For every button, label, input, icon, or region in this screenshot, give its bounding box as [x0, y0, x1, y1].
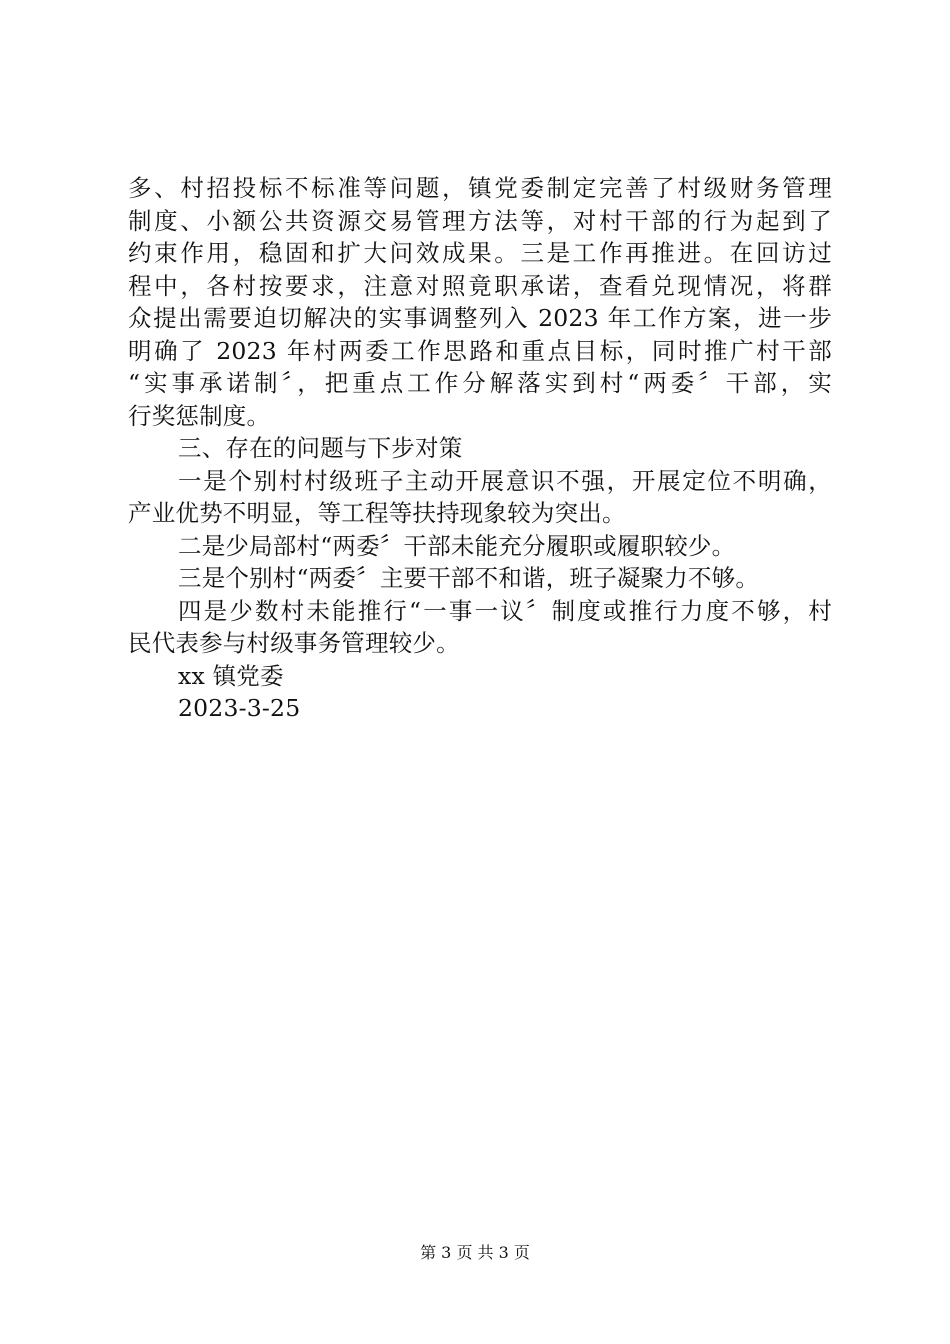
paragraph-line: 程中，各村按要求，注意对照竟职承诺，查看兑现情况，将群	[128, 271, 832, 300]
list-item-line: 三是个别村“两委〞主要干部不和谐，班子凝聚力不够。	[178, 564, 760, 592]
section-heading: 三、存在的问题与下步对策	[178, 434, 463, 462]
document-date: 2023-3-25	[178, 694, 301, 722]
list-item-line: 民代表参与村级事务管理较少。	[128, 629, 460, 657]
list-item-line: 四是少数村未能推行“一事一议〞制度或推行力度不够，村	[178, 596, 832, 625]
list-item-line: 二是少局部村“两委〞干部未能充分履职或履职较少。	[178, 531, 736, 560]
paragraph-line: 行奖惩制度。	[128, 401, 271, 430]
page-footer: 第 3 页 共 3 页	[420, 1243, 530, 1262]
paragraph-line: 制度、小额公共资源交易管理方法等，对村干部的行为起到了	[128, 206, 832, 235]
paragraph-line: 多、村招投标不标准等问题，镇党委制定完善了村级财务管理	[128, 174, 832, 202]
paragraph-line: 约束作用，稳固和扩大问效成果。三是工作再推进。在回访过	[128, 239, 832, 267]
document-body	[128, 172, 832, 725]
list-item-line: 产业优势不明显，等工程等扶持现象较为突出。	[128, 499, 626, 527]
list-item-line: 一是个别村村级班子主动开展意识不强，开展定位不明确，	[178, 466, 832, 495]
paragraph-line: 众提出需要迫切解决的实事调整列入 2023 年工作方案，进一步	[128, 304, 832, 332]
paragraph-line: “实事承诺制〞，把重点工作分解落实到村“两委〞干部，实	[128, 369, 832, 397]
paragraph-line: 明确了 2023 年村两委工作思路和重点目标，同时推广村干部	[128, 336, 832, 365]
signature: xx 镇党委	[178, 661, 284, 690]
